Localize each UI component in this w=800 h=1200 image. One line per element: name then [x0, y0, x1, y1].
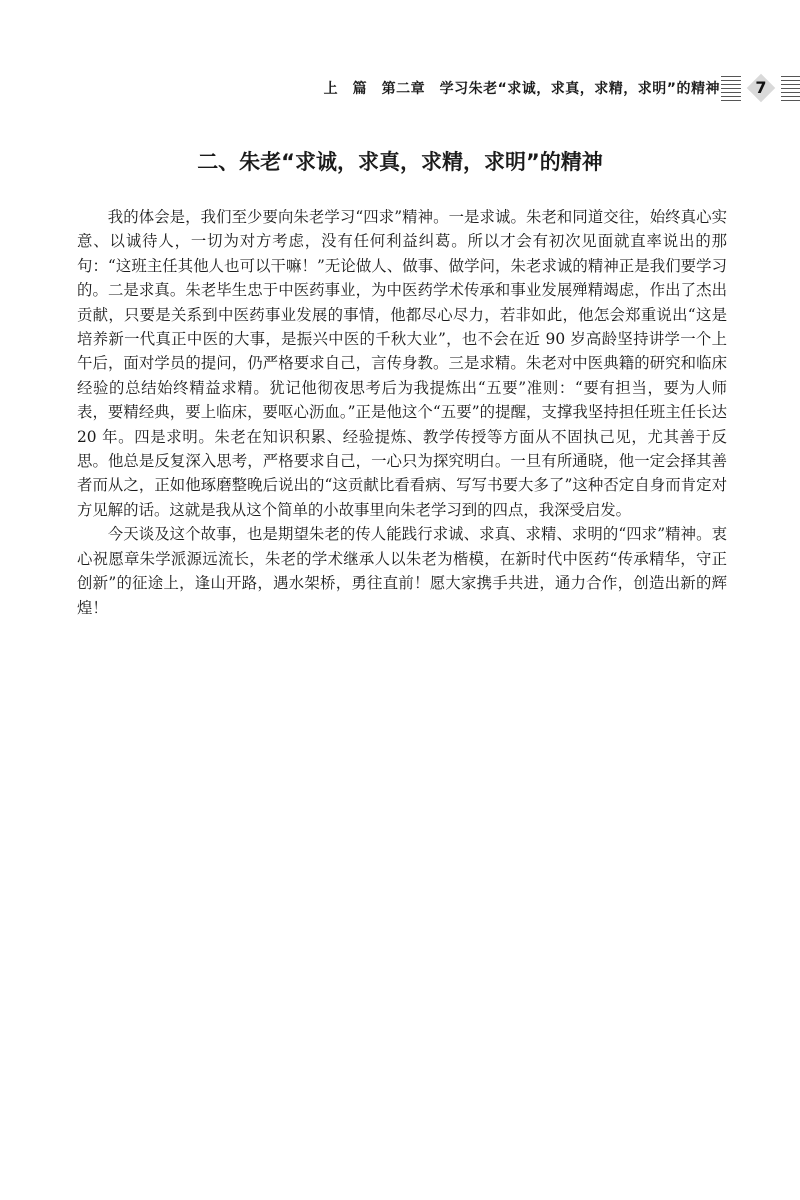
- running-header: 上 篇 第二章 学习朱老“求诚，求真，求精，求明”的精神: [323, 81, 720, 97]
- paragraph-2: 今天谈及这个故事，也是期望朱老的传人能践行求诚、求真、求精、求明的“四求”精神。衷心祝愿章朱学派源远流长，朱老的学术继承人以朱老为楷模，在新时代中医药“传承精华，守正创新”的征途上，逢山开路，遇水架桥，勇往直前！愿大家携手共进，通力合作，创造出新的辉煌！: [77, 525, 727, 617]
- section-title: 二、朱老“求诚，求真，求精，求明”的精神: [197, 150, 603, 174]
- paragraph-1: 我的体会是，我们至少要向朱老学习“四求”精神。一是求诚。朱老和同道交往，始终真心实意、以诚待人，一切为对方考虑，没有任何利益纠葛。所以才会有初次见面就直率说出的那句：“这班主任其他人也可以干嘛！”无论做人、做事、做学问，朱老求诚的精神正是我们要学习的。二是求真。朱老毕生忠于中医药事业，为中医药学术传承和事业发展殚精竭虑，作出了杰出贡献，只要是关系到中医药事业发展的事情，他都尽心尽力，若非如此，他怎会郑重说出“这是培养新一代真正中医的大事，是振兴中医的千秋大业”，也不会在近 90 岁高龄坚持讲学一个上午后，面对学员的提问，仍严格要求自己，言传身教。三是求精。朱老对中医典籍的研究和临床经验的总结始终精益求精。犹记他彻夜思考后为我提炼出“五要”准则：“要有担当，要为人师表，要精经典，要上临床，要呕心沥血。”正是他这个“五要”的提醒，支撑我坚持担任班主任长达 20 年。四是求明。朱老在知识积累、经验提炼、教学传授等方面从不固执己见，尤其善于反思。他总是反复深入思考，严格要求自己，一心只为探究明白。一旦有所通晓，他一定会择其善者而从之，正如他琢磨整晚后说出的“这贡献比看看病、写写书要大多了”这种否定自身而肯定对方见解的话。这就是我从这个简单的小故事里向朱老学习到的四点，我深受启发。: [77, 208, 727, 519]
- header-rule-lines-right: [781, 76, 800, 102]
- header-rule-lines-left: [721, 76, 741, 102]
- body-text: [77, 205, 727, 620]
- page-number-badge: [747, 74, 775, 102]
- page-number: 7: [755, 78, 767, 97]
